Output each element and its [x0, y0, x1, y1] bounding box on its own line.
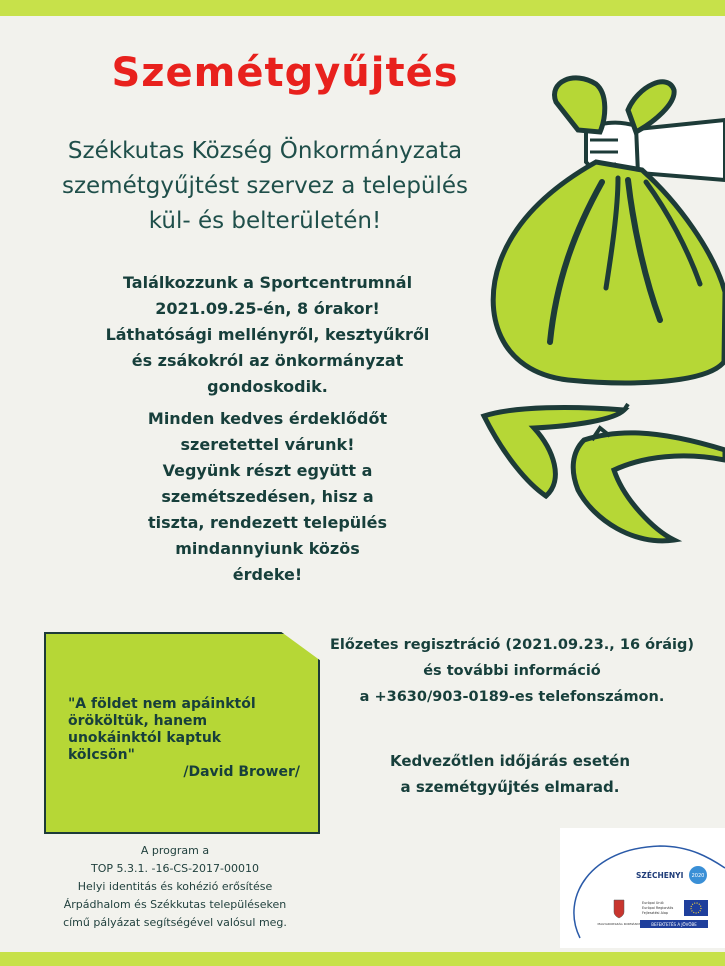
meeting-line: 2021.09.25-én, 8 órakor! [155, 299, 380, 318]
registration-line: a +3630/903-0189-es telefonszámon. [359, 689, 665, 705]
meeting-line: gondoskodik. [207, 377, 328, 396]
meeting-info [60, 270, 475, 400]
weather-line: Kedvezőtlen időjárás esetén [389, 752, 631, 770]
welcome-line: érdeke! [232, 565, 303, 584]
intro-line: kül- és belterületén! [148, 208, 382, 234]
program-info [25, 842, 325, 932]
weather-line: a szemétgyűjtés elmarad. [400, 778, 620, 796]
eu-label-2: Európai Regionális [642, 906, 674, 910]
meeting-line: Találkozzunk a Sportcentrumnál [122, 273, 413, 292]
eu-label-1: Európai Unió [642, 901, 664, 905]
welcome-line: Minden kedves érdeklődőt [147, 409, 388, 428]
quote-text [68, 696, 298, 764]
meeting-line: és zsákokról az önkormányzat [131, 351, 404, 370]
welcome-line: szeretettel várunk! [180, 435, 355, 454]
program-line: A program a [140, 844, 210, 857]
szechenyi-2020-logo [560, 828, 725, 948]
top-accent-bar [0, 0, 725, 16]
registration-info [312, 632, 712, 710]
welcome-line: tiszta, rendezett település [147, 513, 388, 532]
registration-line: Előzetes regisztráció (2021.09.23., 16 óráig) [330, 637, 694, 653]
page-title: Szemétgyűjtés [111, 50, 459, 96]
szechenyi-logo-graphic [560, 828, 725, 948]
intro-line: szemétgyűjtést szervez a település [61, 173, 469, 199]
intro-text [30, 134, 500, 239]
program-line: című pályázat segítségével valósul meg. [63, 916, 287, 929]
program-line: Árpádhalom és Székkutas településeken [63, 898, 287, 911]
meeting-line: Láthatósági mellényről, kesztyűkről [105, 325, 430, 344]
program-line: TOP 5.3.1. -16-CS-2017-00010 [90, 862, 259, 875]
bottom-accent-bar [0, 952, 725, 966]
quote-line: örököltük, hanem [68, 713, 208, 729]
quote-author: /David Brower/ [183, 764, 300, 780]
coat-of-arms-icon [614, 900, 624, 918]
slogan-label: BEFEKTETÉS A JÖVŐBE [651, 922, 697, 927]
weather-notice [350, 748, 670, 800]
eu-label-3: Fejlesztési Alap [642, 911, 669, 915]
intro-line: Székkutas Község Önkormányzata [67, 138, 463, 164]
hungary-label: MAGYARORSZÁG KORMÁNYA [597, 922, 641, 926]
quote-line: unokáinktól kaptuk [68, 730, 222, 746]
banana-peel-illustration [474, 400, 725, 550]
welcome-text [110, 406, 425, 588]
szechenyi-year: 2020 [691, 873, 705, 879]
garbage-bag-illustration [478, 62, 725, 392]
welcome-line: szemétszedésen, hisz a [161, 487, 374, 506]
welcome-line: mindannyiunk közös [175, 539, 360, 558]
welcome-line: Vegyünk részt együtt a [162, 461, 373, 480]
quote-line: kölcsön" [68, 747, 135, 763]
program-line: Helyi identitás és kohézió erősítése [77, 880, 273, 893]
szechenyi-text: SZÉCHENYI [636, 871, 684, 880]
quote-line: "A földet nem apáinktól [68, 696, 256, 712]
registration-line: és további információ [423, 663, 601, 679]
